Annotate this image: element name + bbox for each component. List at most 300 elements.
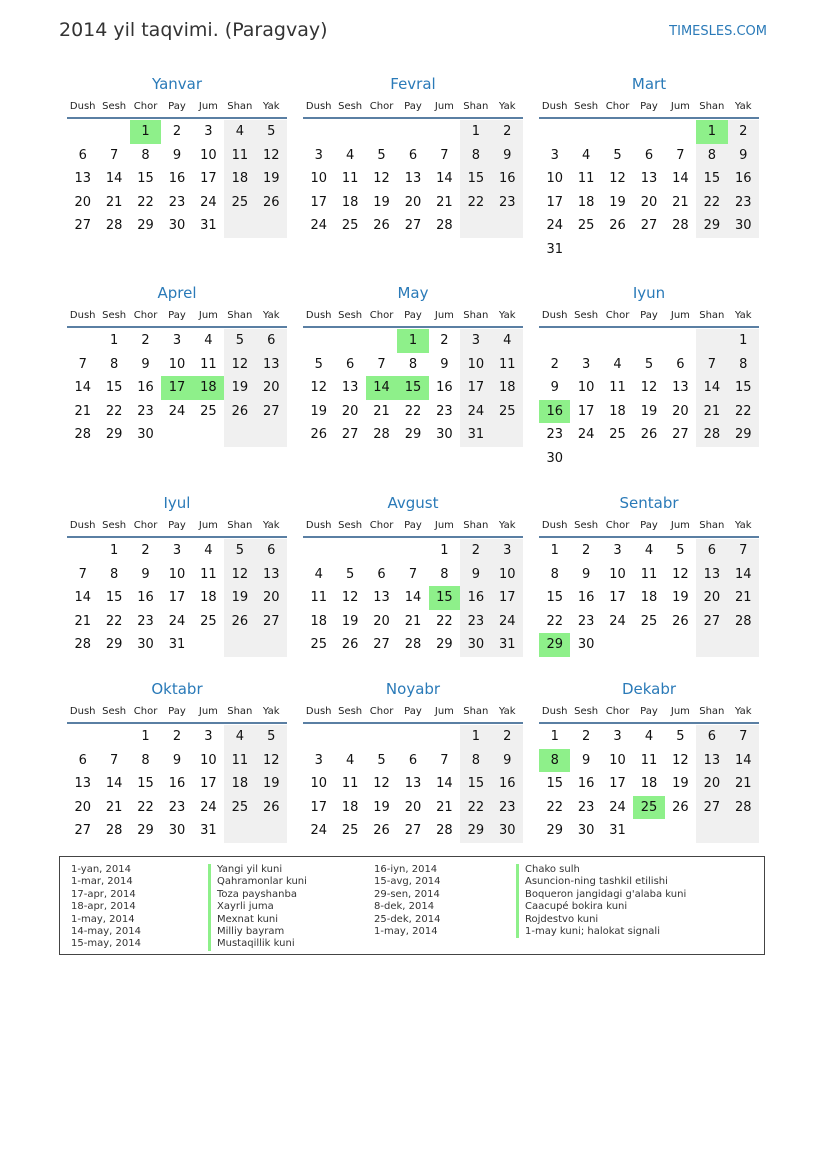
day-cell[interactable]: 28 [436,823,453,839]
day-cell[interactable]: 18 [640,590,658,606]
day-cell[interactable]: 20 [74,194,91,210]
day-cell[interactable]: 1 [550,543,559,558]
day-cell[interactable]: 4 [613,356,622,372]
day-cell[interactable]: 15 [728,376,759,400]
day-cell[interactable]: 10 [200,147,217,163]
day-cell[interactable]: 5 [676,543,685,558]
day-cell[interactable]: 23 [577,799,595,815]
day-cell[interactable]: 11 [492,353,523,377]
day-cell[interactable]: 10 [609,566,626,582]
day-cell[interactable]: 9 [728,144,759,168]
day-cell[interactable]: 18 [224,772,255,796]
day-cell[interactable]: 15 [546,776,563,792]
day-cell[interactable]: 13 [74,776,91,792]
day-cell[interactable]: 3 [314,752,323,768]
day-cell[interactable]: 11 [577,171,595,187]
day-cell[interactable]: 7 [440,752,449,768]
day-cell[interactable]: 24 [168,613,186,629]
day-cell[interactable]: 22 [137,799,154,815]
day-cell[interactable]: 12 [672,752,689,768]
day-cell[interactable]: 7 [728,539,759,563]
day-cell[interactable]: 30 [436,427,453,443]
day-cell[interactable]: 18 [193,376,224,400]
day-cell[interactable]: 2 [728,120,759,144]
day-cell[interactable]: 28 [728,610,759,634]
day-cell[interactable]: 22 [728,400,759,424]
day-cell[interactable]: 3 [172,543,182,558]
day-cell[interactable]: 31 [492,633,523,657]
day-cell[interactable]: 23 [492,796,523,820]
day-cell[interactable]: 20 [404,799,422,815]
day-cell[interactable]: 17 [200,171,217,187]
day-cell[interactable]: 1 [141,729,150,744]
brand-link[interactable]: TIMESLES.COM [669,24,767,39]
day-cell[interactable]: 2 [460,539,491,563]
day-cell[interactable]: 16 [137,380,154,396]
day-cell[interactable]: 23 [436,403,453,419]
day-cell[interactable]: 25 [492,400,523,424]
day-cell[interactable]: 27 [696,610,727,634]
day-cell[interactable]: 16 [492,772,523,796]
day-cell[interactable]: 4 [644,729,654,744]
day-cell[interactable]: 26 [310,427,327,443]
day-cell[interactable]: 17 [161,376,192,400]
day-cell[interactable]: 13 [404,776,422,792]
day-cell[interactable]: 11 [341,776,359,792]
day-cell[interactable]: 26 [224,400,255,424]
day-cell[interactable]: 25 [224,191,255,215]
day-cell[interactable]: 25 [640,613,658,629]
day-cell[interactable]: 25 [200,403,217,419]
day-cell[interactable]: 8 [408,356,418,372]
day-cell[interactable]: 17 [200,776,217,792]
day-cell[interactable]: 18 [577,194,595,210]
day-cell[interactable]: 9 [581,752,591,768]
day-cell[interactable]: 24 [310,823,327,839]
day-cell[interactable]: 25 [609,427,626,443]
day-cell[interactable]: 23 [168,194,186,210]
day-cell[interactable]: 31 [546,241,563,257]
day-cell[interactable]: 7 [78,356,87,372]
day-cell[interactable]: 3 [581,356,591,372]
day-cell[interactable]: 5 [377,147,386,163]
day-cell[interactable]: 14 [672,171,689,187]
day-cell[interactable]: 19 [341,613,359,629]
day-cell[interactable]: 17 [609,590,626,606]
day-cell[interactable]: 19 [640,403,658,419]
day-cell[interactable]: 22 [546,613,563,629]
day-cell[interactable]: 5 [224,329,255,353]
day-cell[interactable]: 14 [404,590,422,606]
day-cell[interactable]: 21 [436,799,453,815]
day-cell[interactable]: 1 [109,543,119,558]
day-cell[interactable]: 13 [696,749,727,773]
day-cell[interactable]: 11 [640,566,658,582]
day-cell[interactable]: 18 [341,799,359,815]
day-cell[interactable]: 17 [492,586,523,610]
day-cell[interactable]: 17 [310,194,327,210]
day-cell[interactable]: 14 [728,563,759,587]
day-cell[interactable]: 26 [640,427,658,443]
day-cell[interactable]: 1 [109,333,119,348]
day-cell[interactable]: 11 [640,752,658,768]
day-cell[interactable]: 13 [404,171,422,187]
day-cell[interactable]: 23 [137,403,154,419]
day-cell[interactable]: 22 [105,613,123,629]
day-cell[interactable]: 29 [105,637,123,653]
day-cell[interactable]: 10 [492,563,523,587]
day-cell[interactable]: 27 [696,796,727,820]
day-cell[interactable]: 15 [696,167,727,191]
day-cell[interactable]: 11 [200,356,217,372]
day-cell[interactable]: 5 [256,725,287,749]
day-cell[interactable]: 1 [696,120,727,144]
day-cell[interactable]: 1 [130,120,161,144]
day-cell[interactable]: 17 [168,590,186,606]
day-cell[interactable]: 1 [440,543,449,558]
day-cell[interactable]: 21 [672,194,689,210]
day-cell[interactable]: 12 [373,171,390,187]
day-cell[interactable]: 5 [345,566,355,582]
day-cell[interactable]: 12 [310,380,327,396]
day-cell[interactable]: 20 [640,194,658,210]
day-cell[interactable]: 8 [728,353,759,377]
day-cell[interactable]: 3 [314,147,323,163]
day-cell[interactable]: 2 [550,356,559,372]
day-cell[interactable]: 13 [672,380,689,396]
day-cell[interactable]: 8 [539,749,570,773]
day-cell[interactable]: 28 [373,427,390,443]
day-cell[interactable]: 6 [644,147,654,163]
day-cell[interactable]: 8 [141,752,150,768]
day-cell[interactable]: 7 [696,353,727,377]
day-cell[interactable]: 29 [137,823,154,839]
day-cell[interactable]: 12 [373,776,390,792]
day-cell[interactable]: 5 [676,729,685,744]
day-cell[interactable]: 14 [436,171,453,187]
day-cell[interactable]: 16 [436,380,453,396]
day-cell[interactable]: 22 [460,796,491,820]
day-cell[interactable]: 30 [577,637,595,653]
day-cell[interactable]: 24 [492,610,523,634]
day-cell[interactable]: 28 [728,796,759,820]
day-cell[interactable]: 24 [200,799,217,815]
day-cell[interactable]: 29 [728,423,759,447]
day-cell[interactable]: 7 [377,356,386,372]
day-cell[interactable]: 2 [581,729,591,744]
day-cell[interactable]: 14 [728,749,759,773]
day-cell[interactable]: 24 [168,403,186,419]
day-cell[interactable]: 23 [728,191,759,215]
day-cell[interactable]: 17 [460,376,491,400]
day-cell[interactable]: 4 [644,543,654,558]
day-cell[interactable]: 5 [314,356,323,372]
day-cell[interactable]: 2 [172,124,182,139]
day-cell[interactable]: 19 [256,167,287,191]
day-cell[interactable]: 29 [696,214,727,238]
day-cell[interactable]: 3 [613,543,622,558]
day-cell[interactable]: 6 [256,329,287,353]
day-cell[interactable]: 25 [577,218,595,234]
day-cell[interactable]: 15 [460,167,491,191]
day-cell[interactable]: 12 [224,563,255,587]
day-cell[interactable]: 19 [672,776,689,792]
day-cell[interactable]: 24 [609,613,626,629]
day-cell[interactable]: 13 [373,590,390,606]
day-cell[interactable]: 27 [256,610,287,634]
day-cell[interactable]: 13 [696,563,727,587]
day-cell[interactable]: 18 [640,776,658,792]
day-cell[interactable]: 30 [168,823,186,839]
day-cell[interactable]: 6 [676,356,685,372]
day-cell[interactable]: 4 [204,543,213,558]
day-cell[interactable]: 9 [492,144,523,168]
day-cell[interactable]: 12 [256,144,287,168]
day-cell[interactable]: 21 [696,400,727,424]
day-cell[interactable]: 15 [137,776,154,792]
day-cell[interactable]: 20 [341,403,359,419]
day-cell[interactable]: 30 [137,637,154,653]
day-cell[interactable]: 13 [640,171,658,187]
day-cell[interactable]: 28 [74,427,91,443]
day-cell[interactable]: 11 [609,380,626,396]
day-cell[interactable]: 22 [460,191,491,215]
day-cell[interactable]: 16 [492,167,523,191]
day-cell[interactable]: 20 [373,613,390,629]
day-cell[interactable]: 14 [436,776,453,792]
day-cell[interactable]: 25 [341,218,359,234]
day-cell[interactable]: 7 [440,147,449,163]
day-cell[interactable]: 3 [172,333,182,348]
day-cell[interactable]: 23 [492,191,523,215]
day-cell[interactable]: 25 [310,637,327,653]
day-cell[interactable]: 16 [577,590,595,606]
day-cell[interactable]: 12 [609,171,626,187]
day-cell[interactable]: 18 [310,613,327,629]
day-cell[interactable]: 5 [644,356,654,372]
day-cell[interactable]: 23 [546,427,563,443]
day-cell[interactable]: 18 [492,376,523,400]
day-cell[interactable]: 1 [550,729,559,744]
day-cell[interactable]: 16 [460,586,491,610]
day-cell[interactable]: 20 [256,376,287,400]
day-cell[interactable]: 2 [492,120,523,144]
day-cell[interactable]: 30 [460,633,491,657]
day-cell[interactable]: 14 [74,380,91,396]
day-cell[interactable]: 9 [550,380,559,396]
day-cell[interactable]: 22 [137,194,154,210]
day-cell[interactable]: 24 [609,799,626,815]
day-cell[interactable]: 3 [204,729,213,744]
day-cell[interactable]: 28 [404,637,422,653]
day-cell[interactable]: 8 [696,144,727,168]
day-cell[interactable]: 27 [256,400,287,424]
day-cell[interactable]: 3 [204,124,213,139]
day-cell[interactable]: 25 [200,613,217,629]
day-cell[interactable]: 19 [256,772,287,796]
day-cell[interactable]: 26 [256,191,287,215]
day-cell[interactable]: 29 [105,427,123,443]
day-cell[interactable]: 14 [696,376,727,400]
day-cell[interactable]: 4 [314,566,323,582]
day-cell[interactable]: 25 [224,796,255,820]
day-cell[interactable]: 8 [460,144,491,168]
day-cell[interactable]: 23 [137,613,154,629]
day-cell[interactable]: 10 [310,776,327,792]
day-cell[interactable]: 8 [550,566,559,582]
day-cell[interactable]: 19 [224,376,255,400]
day-cell[interactable]: 16 [728,167,759,191]
day-cell[interactable]: 27 [404,218,422,234]
day-cell[interactable]: 22 [696,191,727,215]
day-cell[interactable]: 13 [256,353,287,377]
day-cell[interactable]: 11 [341,171,359,187]
day-cell[interactable]: 10 [609,752,626,768]
day-cell[interactable]: 1 [460,725,491,749]
day-cell[interactable]: 12 [341,590,359,606]
day-cell[interactable]: 20 [696,586,727,610]
day-cell[interactable]: 11 [200,566,217,582]
day-cell[interactable]: 14 [366,376,397,400]
day-cell[interactable]: 3 [492,539,523,563]
day-cell[interactable]: 27 [74,823,91,839]
day-cell[interactable]: 13 [74,171,91,187]
day-cell[interactable]: 29 [539,633,570,657]
day-cell[interactable]: 28 [436,218,453,234]
day-cell[interactable]: 16 [137,590,154,606]
day-cell[interactable]: 4 [204,333,213,348]
day-cell[interactable]: 10 [310,171,327,187]
day-cell[interactable]: 14 [74,590,91,606]
day-cell[interactable]: 31 [200,823,217,839]
day-cell[interactable]: 6 [377,566,386,582]
day-cell[interactable]: 14 [105,171,123,187]
day-cell[interactable]: 15 [397,376,428,400]
day-cell[interactable]: 8 [141,147,150,163]
day-cell[interactable]: 9 [492,749,523,773]
day-cell[interactable]: 7 [408,566,418,582]
day-cell[interactable]: 19 [672,590,689,606]
day-cell[interactable]: 2 [581,543,591,558]
day-cell[interactable]: 9 [440,356,449,372]
day-cell[interactable]: 17 [609,776,626,792]
day-cell[interactable]: 6 [696,539,727,563]
day-cell[interactable]: 31 [460,423,491,447]
day-cell[interactable]: 10 [200,752,217,768]
day-cell[interactable]: 4 [224,120,255,144]
day-cell[interactable]: 31 [609,823,626,839]
day-cell[interactable]: 21 [436,194,453,210]
day-cell[interactable]: 23 [460,610,491,634]
day-cell[interactable]: 29 [546,823,563,839]
day-cell[interactable]: 26 [341,637,359,653]
day-cell[interactable]: 21 [728,772,759,796]
day-cell[interactable]: 17 [546,194,563,210]
day-cell[interactable]: 8 [460,749,491,773]
day-cell[interactable]: 25 [633,796,664,820]
day-cell[interactable]: 28 [105,823,123,839]
day-cell[interactable]: 27 [672,427,689,443]
day-cell[interactable]: 20 [256,586,287,610]
day-cell[interactable]: 8 [440,566,449,582]
day-cell[interactable]: 29 [137,218,154,234]
day-cell[interactable]: 30 [577,823,595,839]
day-cell[interactable]: 24 [310,218,327,234]
day-cell[interactable]: 31 [200,218,217,234]
day-cell[interactable]: 24 [577,427,595,443]
day-cell[interactable]: 7 [109,752,119,768]
day-cell[interactable]: 16 [168,171,186,187]
day-cell[interactable]: 17 [577,403,595,419]
day-cell[interactable]: 28 [672,218,689,234]
day-cell[interactable]: 2 [141,333,150,348]
day-cell[interactable]: 27 [74,218,91,234]
day-cell[interactable]: 9 [141,356,150,372]
day-cell[interactable]: 12 [224,353,255,377]
day-cell[interactable]: 14 [105,776,123,792]
day-cell[interactable]: 7 [109,147,119,163]
day-cell[interactable]: 13 [256,563,287,587]
day-cell[interactable]: 16 [577,776,595,792]
day-cell[interactable]: 22 [404,403,422,419]
day-cell[interactable]: 7 [78,566,87,582]
day-cell[interactable]: 21 [105,194,123,210]
day-cell[interactable]: 29 [436,637,453,653]
day-cell[interactable]: 30 [728,214,759,238]
day-cell[interactable]: 8 [109,356,119,372]
day-cell[interactable]: 19 [609,194,626,210]
day-cell[interactable]: 2 [172,729,182,744]
day-cell[interactable]: 9 [172,752,182,768]
day-cell[interactable]: 19 [373,799,390,815]
day-cell[interactable]: 18 [224,167,255,191]
day-cell[interactable]: 30 [492,819,523,843]
day-cell[interactable]: 29 [460,819,491,843]
day-cell[interactable]: 15 [137,171,154,187]
day-cell[interactable]: 30 [137,427,154,443]
day-cell[interactable]: 6 [256,539,287,563]
day-cell[interactable]: 22 [546,799,563,815]
day-cell[interactable]: 5 [224,539,255,563]
day-cell[interactable]: 4 [492,329,523,353]
day-cell[interactable]: 11 [224,144,255,168]
day-cell[interactable]: 10 [168,356,186,372]
day-cell[interactable]: 30 [546,450,563,466]
day-cell[interactable]: 19 [310,403,327,419]
day-cell[interactable]: 6 [696,725,727,749]
day-cell[interactable]: 21 [105,799,123,815]
day-cell[interactable]: 11 [310,590,327,606]
day-cell[interactable]: 21 [728,586,759,610]
day-cell[interactable]: 26 [672,613,689,629]
day-cell[interactable]: 9 [172,147,182,163]
day-cell[interactable]: 7 [676,147,685,163]
day-cell[interactable]: 15 [105,380,123,396]
day-cell[interactable]: 23 [577,613,595,629]
day-cell[interactable]: 13 [341,380,359,396]
day-cell[interactable]: 22 [105,403,123,419]
day-cell[interactable]: 6 [408,147,418,163]
day-cell[interactable]: 20 [696,772,727,796]
day-cell[interactable]: 27 [373,637,390,653]
day-cell[interactable]: 26 [224,610,255,634]
day-cell[interactable]: 26 [256,796,287,820]
day-cell[interactable]: 4 [345,147,355,163]
day-cell[interactable]: 21 [373,403,390,419]
day-cell[interactable]: 10 [577,380,595,396]
day-cell[interactable]: 16 [168,776,186,792]
day-cell[interactable]: 1 [460,120,491,144]
